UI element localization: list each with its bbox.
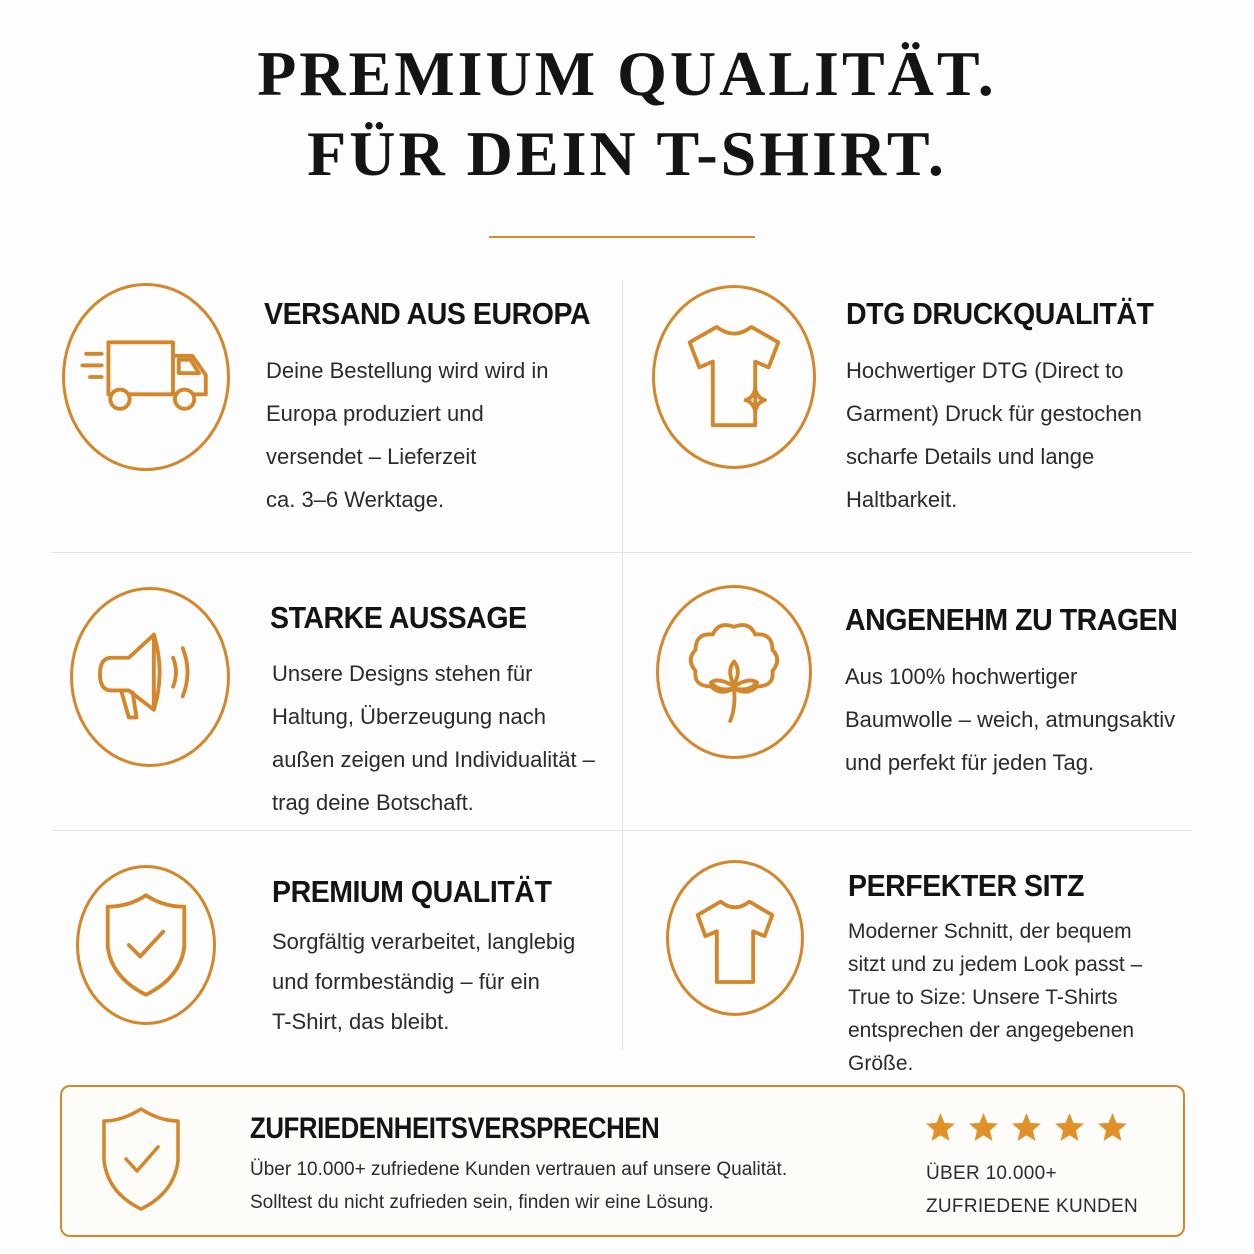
feature-title: STARKE AUSSAGE [270, 600, 527, 635]
title-underline [489, 236, 755, 238]
feature-title: DTG DRUCKQUALITÄT [846, 296, 1154, 331]
shield-check-icon [76, 865, 216, 1025]
tshirt-icon [666, 860, 804, 1016]
page-title [0, 34, 1254, 194]
cotton-flower-icon [656, 585, 812, 759]
star-icon [1053, 1111, 1086, 1144]
star-icon [967, 1111, 1000, 1144]
star-icon [1096, 1111, 1129, 1144]
row-divider [52, 552, 1192, 553]
feature-text: Deine Bestellung wird wird in Europa produziert und versendet – Lieferzeit ca. 3–6 Werktage. [266, 358, 549, 512]
feature-title: PERFEKTER SITZ [848, 868, 1084, 903]
tshirt-sparkle-icon [652, 285, 816, 469]
promise-title: ZUFRIEDENHEITSVERSPRECHEN [250, 1112, 660, 1145]
feature-text: Hochwertiger DTG (Direct to Garment) Druck für gestochen scharfe Details und lange Haltbarkeit. [846, 358, 1142, 512]
star-icon [924, 1111, 957, 1144]
title-line-1: PREMIUM QUALITÄT. [257, 38, 997, 109]
rating-stars [924, 1111, 1129, 1151]
feature-text: Aus 100% hochwertiger Baumwolle – weich, atmungsaktiv und perfekt für jeden Tag. [845, 664, 1176, 775]
feature-title: PREMIUM QUALITÄT [272, 874, 552, 909]
feature-text: Unsere Designs stehen für Haltung, Überzeugung nach außen zeigen und Individualität – trag deine Botschaft. [272, 661, 595, 815]
column-divider [622, 280, 623, 1050]
row-divider [52, 830, 1192, 831]
feature-title: ANGENEHM ZU TRAGEN [845, 602, 1178, 637]
delivery-truck-icon [62, 283, 230, 471]
feature-text: Sorgfältig verarbeitet, langlebig und formbeständig – für ein T-Shirt, das bleibt. [272, 929, 576, 1034]
rating-label: ÜBER 10.000+ ZUFRIEDENE KUNDEN [926, 1163, 1139, 1217]
title-line-2: FÜR DEIN T-SHIRT. [307, 118, 947, 189]
shield-check-icon [98, 1105, 184, 1213]
satisfaction-promise-box [60, 1085, 1185, 1237]
feature-text: Moderner Schnitt, der bequem sitzt und zu jedem Look passt – True to Size: Unsere T-Shirts entsprechen der angegebenen Größe. [848, 920, 1143, 1075]
promise-text: Über 10.000+ zufriedene Kunden vertrauen auf unsere Qualität. Solltest du nicht zufrieden sein, finden wir eine Lösung. [250, 1159, 788, 1213]
star-icon [1010, 1111, 1043, 1144]
megaphone-icon [70, 587, 230, 767]
feature-title: VERSAND AUS EUROPA [264, 296, 591, 331]
